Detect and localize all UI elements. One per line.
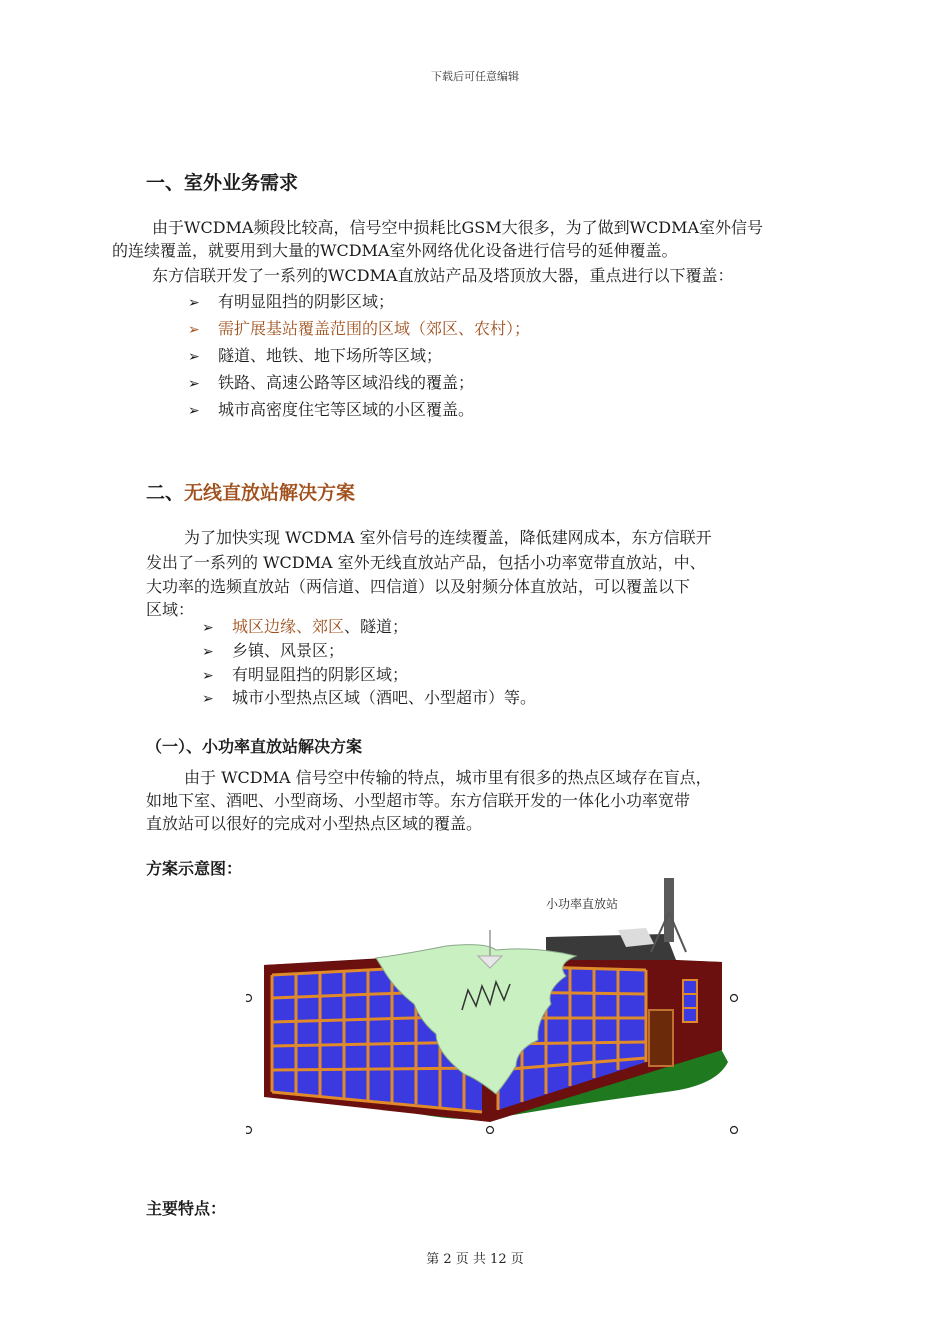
list-item: ➢ 需扩展基站覆盖范围的区域（郊区、农村）； <box>188 315 530 344</box>
selection-handle <box>487 1127 494 1134</box>
arrow-bullet-icon: ➢ <box>188 349 200 365</box>
building-illustration <box>246 872 740 1134</box>
list-item: ➢ 城市高密度住宅等区域的小区覆盖。 <box>188 396 474 425</box>
list-item: ➢ 隧道、地铁、地下场所等区域； <box>188 342 442 371</box>
antenna-mast <box>664 878 674 942</box>
page-header: 下载后可任意编辑 <box>431 70 519 83</box>
section2-title: 二、无线直放站解决方案 <box>146 482 356 504</box>
list-item: ➢ 乡镇、风景区； <box>202 639 344 664</box>
selection-handle <box>731 1127 738 1134</box>
list-item: ➢ 城市小型热点区域（酒吧、小型超市）等。 <box>202 686 536 711</box>
arrow-bullet-icon: ➢ <box>202 644 214 660</box>
section1-para2: 东方信联开发了一系列的WCDMA直放站产品及塔顶放大器，重点进行以下覆盖： <box>152 266 734 285</box>
arrow-bullet-icon: ➢ <box>202 691 214 707</box>
subsection1-para-line: 直放站可以很好的完成对小型热点区域的覆盖。 <box>146 814 483 833</box>
section2-para-line: 大功率的选频直放站（两信道、四信道）以及射频分体直放站，可以覆盖以下 <box>146 577 691 596</box>
figure-caption: 方案示意图： <box>146 859 243 878</box>
subsection1-para-line: 由于 WCDMA 信号空中传输的特点，城市里有很多的热点区域存在盲点， <box>184 768 712 787</box>
section1-title: 一、室外业务需求 <box>146 172 299 194</box>
list-item: ➢ 铁路、高速公路等区域沿线的覆盖； <box>188 369 474 398</box>
figure-label: 小功率直放站 <box>546 897 619 911</box>
door <box>649 1010 673 1066</box>
selection-handle <box>246 1127 252 1134</box>
list-item: ➢ 城区边缘、郊区、隧道； <box>202 615 408 640</box>
arrow-bullet-icon: ➢ <box>202 620 214 636</box>
list-item: ➢ 有明显阻挡的阴影区域； <box>188 288 394 317</box>
features-title: 主要特点： <box>146 1199 227 1218</box>
repeater-scheme-figure <box>246 872 740 1134</box>
section1-para1-line2: 的连续覆盖，就要用到大量的WCDMA室外网络优化设备进行信号的延伸覆盖。 <box>112 241 678 260</box>
section1-para1-line1: 由于WCDMA频段比较高，信号空中损耗比GSM大很多，为了做到WCDMA室外信号 <box>152 218 764 237</box>
subsection1-para-line: 如地下室、酒吧、小型商场、小型超市等。东方信联开发的一体化小功率宽带 <box>146 791 691 810</box>
section2-para-line: 为了加快实现 WCDMA 室外信号的连续覆盖，降低建网成本，东方信联开 <box>184 528 712 547</box>
subsection1-title: （一）、小功率直放站解决方案 <box>146 737 363 756</box>
list-item: ➢ 有明显阻挡的阴影区域； <box>202 663 408 688</box>
arrow-bullet-icon: ➢ <box>188 403 200 419</box>
selection-handle <box>731 995 738 1002</box>
selection-handle <box>246 995 252 1002</box>
section2-para-line: 区域： <box>146 600 195 619</box>
page-footer: 第 2 页 共 12 页 <box>426 1252 524 1267</box>
section2-para-line: 发出了一系列的 WCDMA 室外无线直放站产品，包括小功率宽带直放站，中、 <box>146 553 706 572</box>
arrow-bullet-icon: ➢ <box>188 295 200 311</box>
arrow-bullet-icon: ➢ <box>202 668 214 684</box>
arrow-bullet-icon: ➢ <box>188 322 200 338</box>
arrow-bullet-icon: ➢ <box>188 376 200 392</box>
